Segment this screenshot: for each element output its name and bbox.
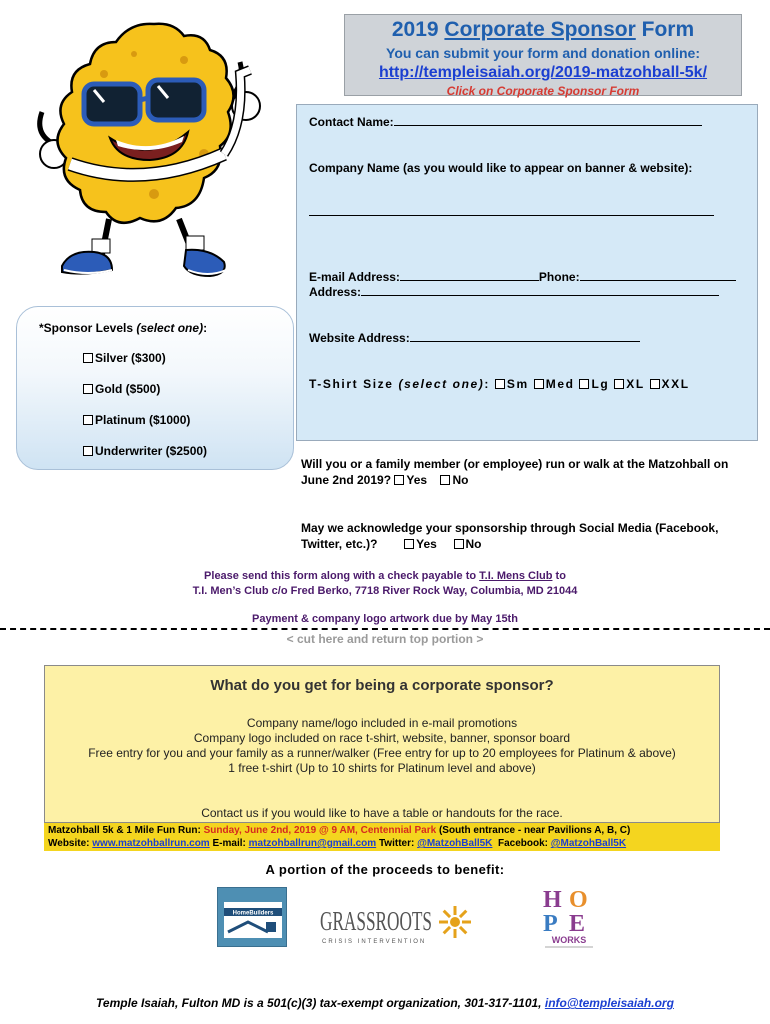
email-phone-row[interactable]: E-mail Address: Phone: <box>309 270 736 284</box>
social-yes-checkbox[interactable]: Yes <box>404 537 437 551</box>
website-field[interactable]: Website Address: <box>309 331 640 345</box>
form-title: 2019 Corporate Sponsor Form <box>391 18 695 41</box>
benefit-item: Company name/logo included in e-mail promotions <box>246 716 518 730</box>
footer-email-link[interactable]: info@templeisaiah.org <box>544 996 674 1010</box>
hope-works-logo <box>541 885 597 951</box>
address-field[interactable]: Address: <box>309 285 719 299</box>
svg-text:P: P <box>543 911 558 937</box>
contact-name-field[interactable]: Contact Name: <box>309 115 702 129</box>
size-sm-checkbox[interactable]: Sm <box>495 377 529 391</box>
svg-text:WORKS: WORKS <box>551 935 587 945</box>
twitter-link[interactable]: @MatzohBall5K <box>417 838 493 849</box>
level-silver-checkbox[interactable]: Silver ($300) <box>83 351 166 365</box>
svg-text:GRASSROOTS: GRASSROOTS <box>320 906 432 936</box>
proceeds-heading: A portion of the proceeds to benefit: <box>265 862 505 877</box>
benefit-item: 1 free t-shirt (Up to 10 shirts for Platinum level and above) <box>228 761 536 775</box>
cut-here-note: < cut here and return top portion > <box>286 632 484 646</box>
event-email-link[interactable]: matzohballrun@gmail.com <box>248 838 377 849</box>
payment-due-note: Payment & company logo artwork due by May 15th <box>252 613 518 625</box>
cut-line-divider <box>0 628 770 630</box>
size-lg-checkbox[interactable]: Lg <box>579 377 609 391</box>
sponsor-levels-title: *Sponsor Levels (select one): <box>39 321 208 335</box>
social-no-checkbox[interactable]: No <box>454 537 482 551</box>
benefit-item: Company logo included on race t-shirt, website, banner, sponsor board <box>193 731 571 745</box>
contact-form-box <box>296 104 758 441</box>
sponsor-benefits-box <box>44 665 720 823</box>
svg-text:CRISIS INTERVENTION: CRISIS INTERVENTION <box>322 939 427 945</box>
size-med-checkbox[interactable]: Med <box>534 377 575 391</box>
homebuilders-logo <box>217 887 287 947</box>
event-website-link[interactable]: www.matzohballrun.com <box>92 838 210 849</box>
benefits-contact-note: Contact us if you would like to have a table or handouts for the race. <box>201 806 563 820</box>
svg-text:E: E <box>569 911 586 937</box>
company-name-field[interactable] <box>309 205 714 219</box>
sponsor-levels-box <box>16 306 294 470</box>
online-form-link[interactable]: http://templeisaiah.org/2019-matzohball-5k/ <box>378 64 708 81</box>
form-header <box>344 14 742 96</box>
level-gold-checkbox[interactable]: Gold ($500) <box>83 382 160 396</box>
mailing-instructions: Please send this form along with a check payable to T.I. Mens Club to <box>204 570 566 582</box>
click-hint: Click on Corporate Sponsor Form <box>446 84 640 98</box>
event-info-bar: Matzohball 5k & 1 Mile Fun Run: Sunday, June 2nd, 2019 @ 9 AM, Centennial Park (South entrance - near Pavilions A, B, C) Website: www.matzohballrun.com E-mail: matzohballrun@gmail.com Twitter: @MatzohBall5K Facebook: @MatzohBall5K <box>44 823 720 851</box>
tshirt-size-row: T-Shirt Size (select one): Sm Med Lg XL XXL <box>309 377 690 391</box>
grassroots-logo <box>320 898 470 948</box>
run-no-checkbox[interactable]: No <box>440 473 468 487</box>
run-yes-checkbox[interactable]: Yes <box>394 473 427 487</box>
mailing-address: T.I. Men’s Club c/o Fred Berko, 7718 River Rock Way, Columbia, MD 21044 <box>192 585 578 597</box>
social-media-question: May we acknowledge your sponsorship through Social Media (Facebook, Twitter, etc.)? Yes No <box>301 521 719 551</box>
benefit-item: Free entry for you and your family as a runner/walker (Free entry for up to 20 employees for Platinum & above) <box>88 746 676 760</box>
size-xl-checkbox[interactable]: XL <box>614 377 644 391</box>
benefits-title: What do you get for being a corporate sponsor? <box>210 677 554 694</box>
matzohball-mascot-image <box>14 14 284 284</box>
company-name-label: Company Name (as you would like to appear on banner & website): <box>309 161 693 175</box>
svg-text:H: H <box>543 887 562 913</box>
online-submit-note: You can submit your form and donation online: <box>386 45 700 61</box>
level-underwriter-checkbox[interactable]: Underwriter ($2500) <box>83 444 207 458</box>
level-platinum-checkbox[interactable]: Platinum ($1000) <box>83 413 190 427</box>
footer-note: Temple Isaiah, Fulton MD is a 501(c)(3) tax-exempt organization, 301-317-1101, info@templeisaiah.org <box>96 996 674 1010</box>
size-xxl-checkbox[interactable]: XXL <box>650 377 690 391</box>
svg-text:O: O <box>569 887 588 913</box>
run-walk-question: Will you or a family member (or employee) run or walk at the Matzohball on June 2nd 2019? Yes No <box>301 457 729 487</box>
facebook-link[interactable]: @MatzohBall5K <box>550 838 627 849</box>
svg-text:HomeBuilders: HomeBuilders <box>232 910 274 917</box>
